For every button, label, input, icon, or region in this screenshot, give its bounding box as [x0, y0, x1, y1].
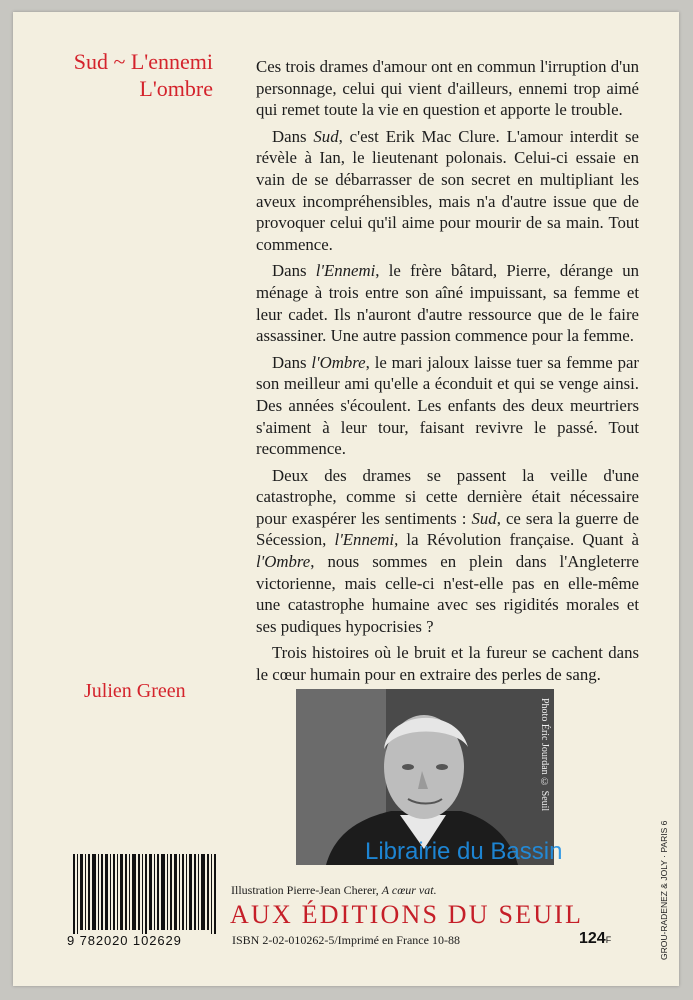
- publisher-name: AUX ÉDITIONS DU SEUIL: [230, 900, 584, 929]
- blurb-paragraph-6: Trois histoires où le bruit et la fureur se cachent dans le cœur humain pour en extraire des perles de sang.: [256, 643, 639, 685]
- price-tag: [579, 930, 611, 948]
- illustration-credit: Illustration Pierre-Jean Cherer, A cœur vat.: [231, 883, 437, 897]
- blurb-paragraph-2: Dans Sud, c'est Erik Mac Clure. L'amour interdit se révèle à Ian, le lieutenant polonais. Celui-ci essaie en vain de se débarrasser de son secret en multipliant les aveux incompréhensibles, mais n'a d'autre issue que de provoquer celui qu'il aime pour mourir de sa main. Tout commence.: [256, 126, 639, 254]
- book-title: [53, 48, 213, 102]
- blurb-paragraph-5: Deux des drames se passent la veille d'une catastrophe, comme si cette dernière était nécessaire pour exaspérer les sentiments : Sud, ce sera la guerre de Sécession, l'Ennemi, la Révolution française. Quant à l'Ombre, nous sommes en plein dans l'Angleterre victorienne, mais celle-ci n'est-elle pas en elle-même une catastrophe humaine avec ses rigidités morales et ses pudiques hypocrisies ?: [256, 465, 639, 636]
- photo-credit: Photo Éric Jourdan © Seuil: [539, 698, 550, 812]
- isbn-line: ISBN 2-02-010262-5/Imprimé en France 10-88: [232, 933, 460, 947]
- printer-side-text: GROU-RADENEZ & JOLY · PARIS 6: [659, 820, 669, 960]
- book-back-cover: [13, 12, 679, 986]
- author-name: Julien Green: [84, 680, 186, 702]
- price-unit: F: [605, 935, 612, 945]
- title-line-2: L'ombre: [139, 76, 213, 101]
- watermark: Librairie du Bassin: [365, 838, 563, 865]
- blurb-text: [256, 56, 639, 691]
- blurb-paragraph-3: Dans l'Ennemi, le frère bâtard, Pierre, dérange un ménage à trois entre son aîné impuissant, sa femme et leur cadet. Ils n'auront d'autre ressource que de le faire assassiner. Une autre passion commence pour la femme.: [256, 261, 640, 346]
- blurb-paragraph-4: Dans l'Ombre, le mari jaloux laisse tuer sa femme par son meilleur ami qu'elle a éconduit et qui se venge ainsi. Des années s'écoulent. Les enfants des deux meurtriers s'aiment à leur tour, faisant revivre le passé. Tout recommence.: [256, 352, 640, 459]
- blurb-paragraph-1: Ces trois drames d'amour ont en commun l'irruption d'un personnage, celui qui vient d'ailleurs, ennemi trop aimé qui remet toute la vie en question et apporte le trouble.: [256, 57, 639, 120]
- title-line-1: Sud ~ L'ennemi: [73, 49, 213, 74]
- barcode-digits: 9 782020 102629: [67, 933, 182, 948]
- price-value: 124: [579, 930, 606, 947]
